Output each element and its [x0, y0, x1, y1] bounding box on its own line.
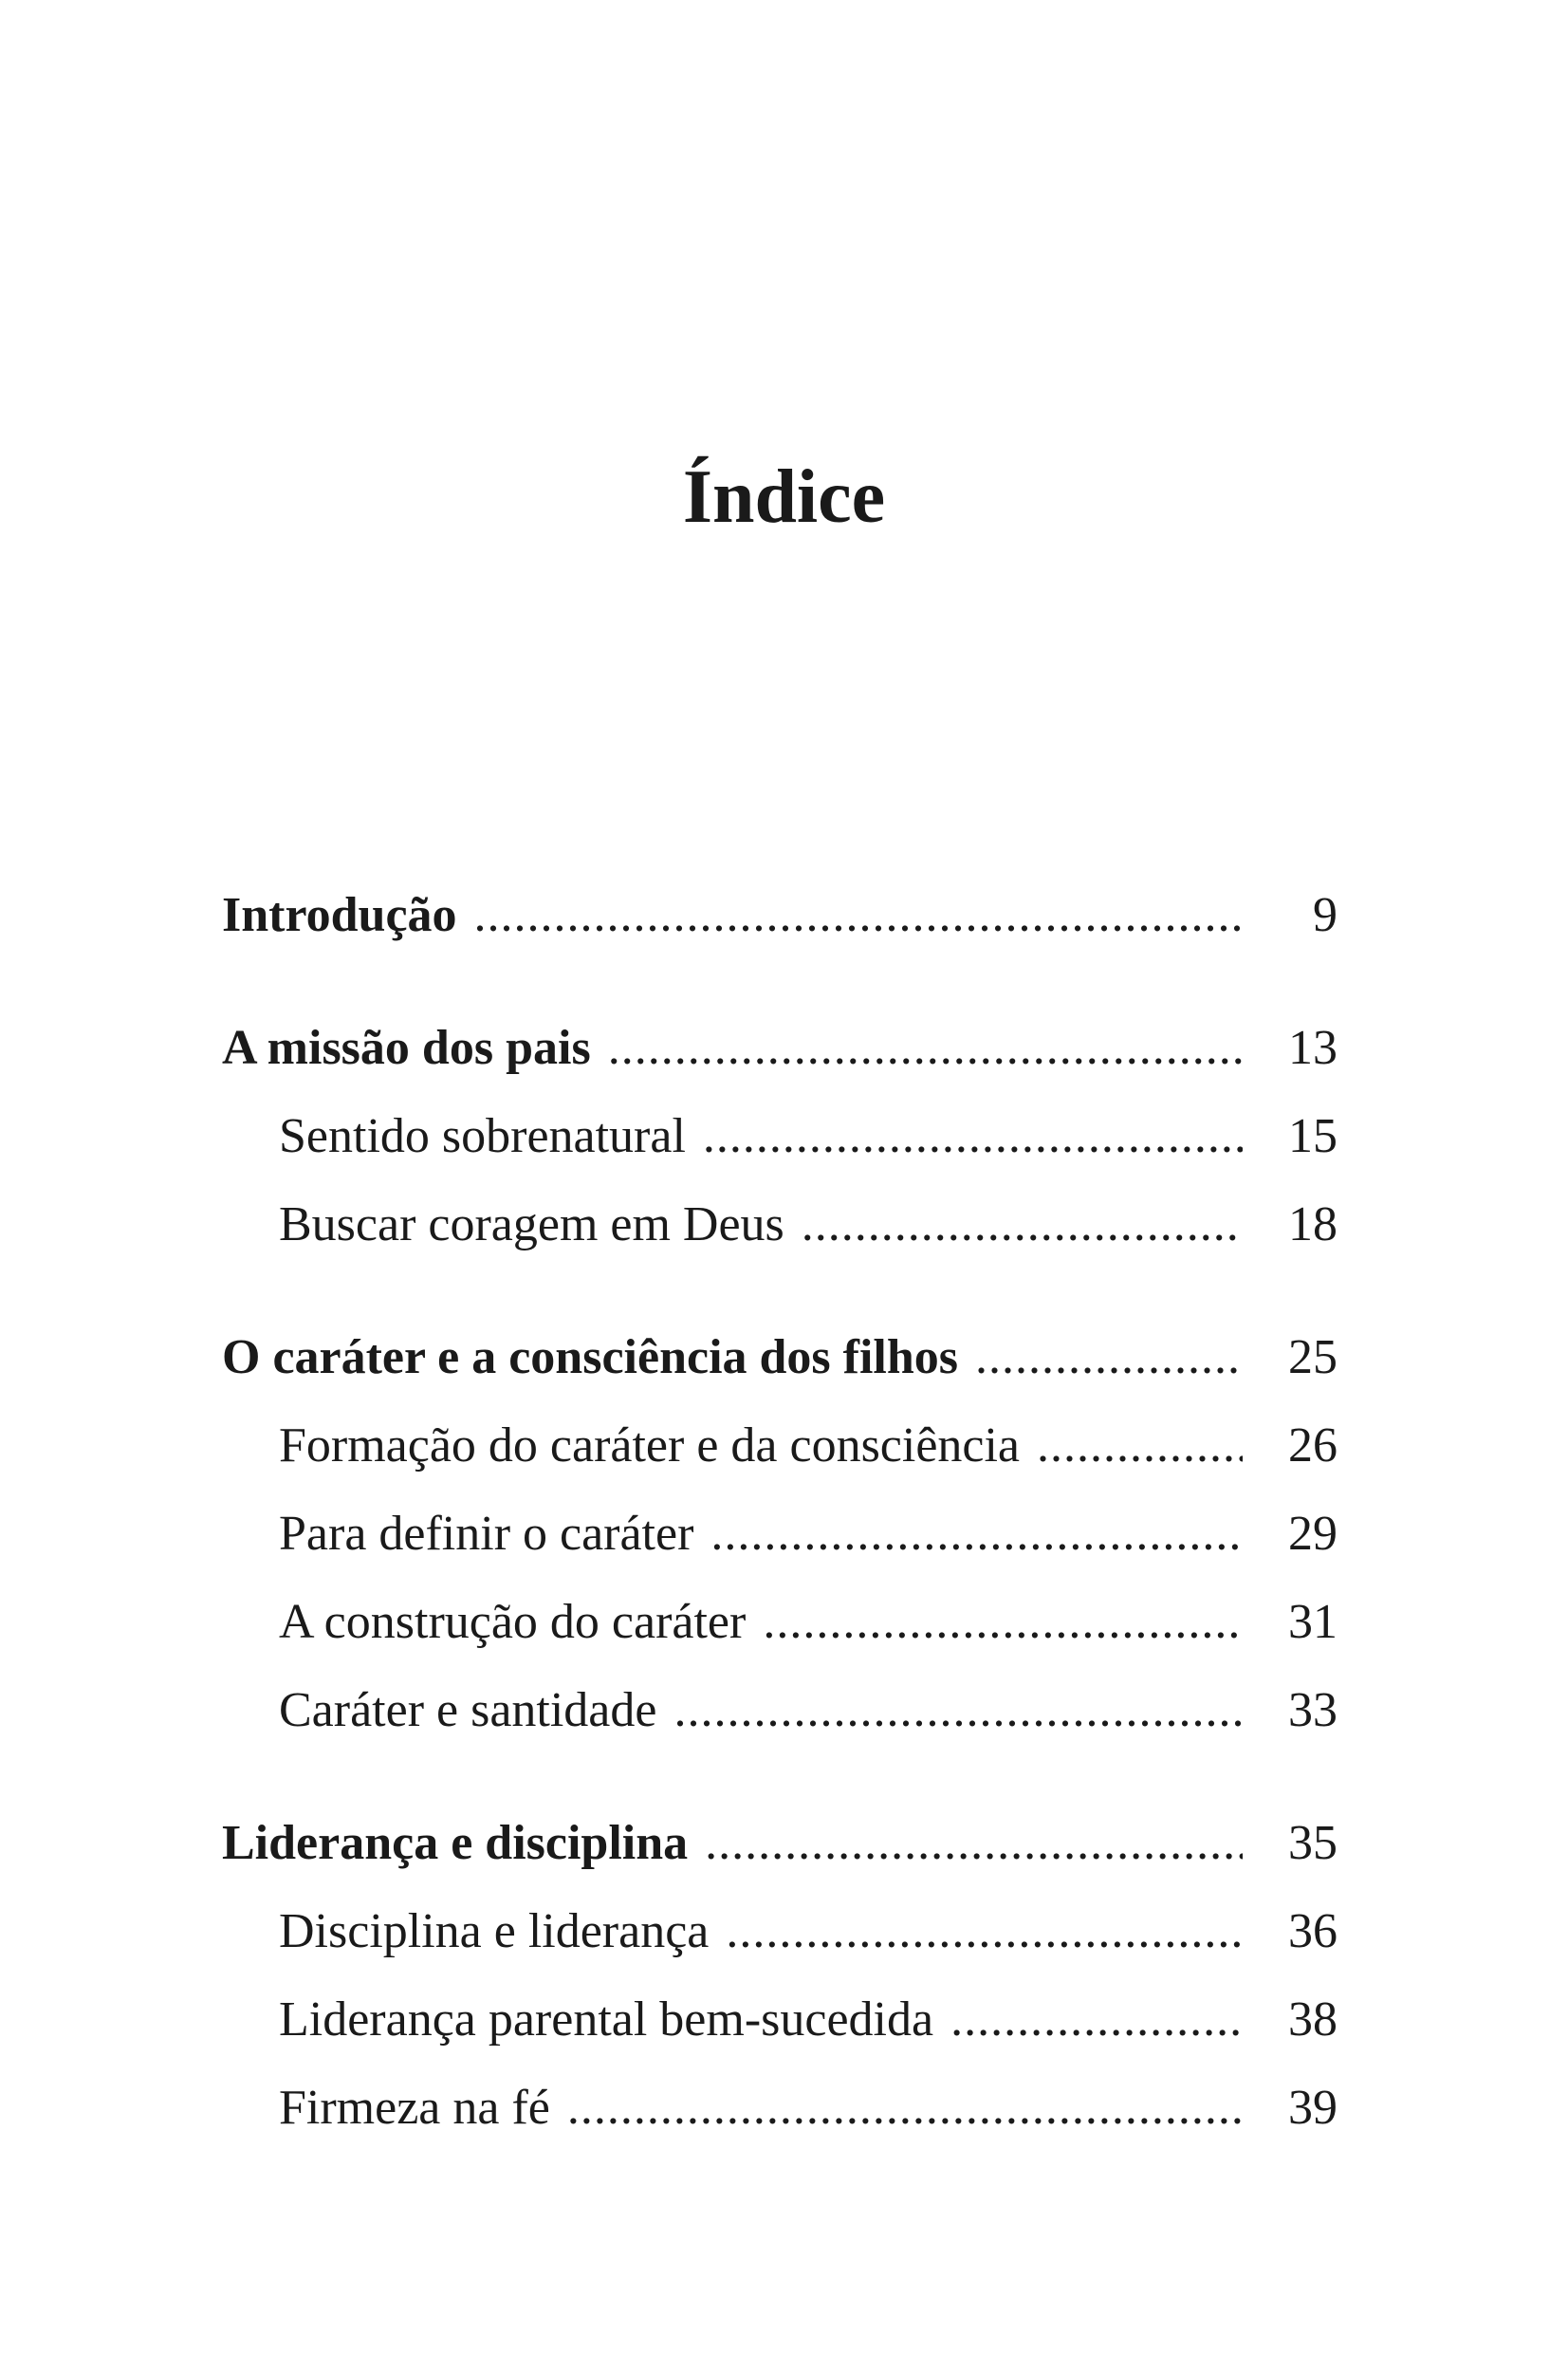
toc-chapter-entry [222, 1004, 1337, 1092]
toc-section [222, 1313, 1337, 1754]
toc-subsection-entry [222, 1092, 1337, 1180]
dot-leader [763, 1578, 1243, 1666]
toc-page-number: 31 [1288, 1595, 1337, 1649]
toc-subsection-entry [222, 1401, 1337, 1490]
toc-page-number: 9 [1313, 888, 1337, 942]
toc-page-number: 35 [1288, 1816, 1337, 1870]
toc-page-number: 13 [1288, 1021, 1337, 1075]
toc-page-number: 25 [1288, 1330, 1337, 1384]
toc-subsection-entry [222, 1578, 1337, 1666]
toc-page-number: 39 [1288, 2081, 1337, 2135]
toc-page-number: 33 [1288, 1683, 1337, 1737]
toc-page-number: 15 [1288, 1109, 1337, 1163]
toc-chapter-entry [222, 1313, 1337, 1401]
page-title: Índice [682, 454, 886, 539]
dot-leader [975, 1313, 1243, 1401]
toc-chapter-title: O caráter e a consciência dos filhos [222, 1330, 959, 1384]
toc-subsection-entry [222, 1666, 1337, 1754]
toc-subsection-title: Liderança parental bem-sucedida [279, 1992, 934, 2047]
dot-leader [950, 1975, 1243, 2064]
toc-page-number: 29 [1288, 1507, 1337, 1561]
toc-subsection-title: A construção do caráter [279, 1595, 747, 1649]
toc-page-number: 38 [1288, 1992, 1337, 2047]
toc-chapter-entry [222, 1799, 1337, 1887]
toc-section [222, 871, 1337, 959]
dot-leader [703, 1092, 1243, 1180]
dot-leader [567, 2064, 1243, 2152]
dot-leader [710, 1490, 1243, 1578]
toc-chapter-title: Introdução [222, 888, 457, 942]
toc-subsection-title: Disciplina e liderança [279, 1904, 710, 1958]
dot-leader [726, 1887, 1243, 1975]
toc-chapter-title: Liderança e disciplina [222, 1816, 689, 1870]
dot-leader [802, 1180, 1243, 1269]
toc-chapter-title: A missão dos pais [222, 1021, 591, 1075]
toc-subsection-entry [222, 1180, 1337, 1269]
toc-page-number: 18 [1288, 1197, 1337, 1251]
toc-subsection-entry [222, 1887, 1337, 1975]
toc-subsection-title: Para definir o caráter [279, 1507, 694, 1561]
toc-subsection-entry [222, 1490, 1337, 1578]
toc-page-number: 36 [1288, 1904, 1337, 1958]
toc-subsection-entry [222, 1975, 1337, 2064]
dot-leader [1037, 1401, 1243, 1490]
toc-subsection-title: Firmeza na fé [279, 2081, 550, 2135]
table-of-contents [222, 871, 1337, 2196]
toc-section [222, 1004, 1337, 1269]
toc-subsection-title: Formação do caráter e da consciência [279, 1418, 1021, 1473]
dot-leader [705, 1799, 1243, 1887]
dot-leader [673, 1666, 1243, 1754]
toc-subsection-title: Sentido sobrenatural [279, 1109, 686, 1163]
toc-chapter-entry [222, 871, 1337, 959]
toc-page-number: 26 [1288, 1418, 1337, 1473]
dot-leader [608, 1004, 1243, 1092]
toc-subsection-title: Caráter e santidade [279, 1683, 657, 1737]
toc-section [222, 1799, 1337, 2152]
toc-subsection-entry [222, 2064, 1337, 2152]
toc-subsection-title: Buscar coragem em Deus [279, 1197, 784, 1251]
dot-leader [474, 871, 1243, 959]
